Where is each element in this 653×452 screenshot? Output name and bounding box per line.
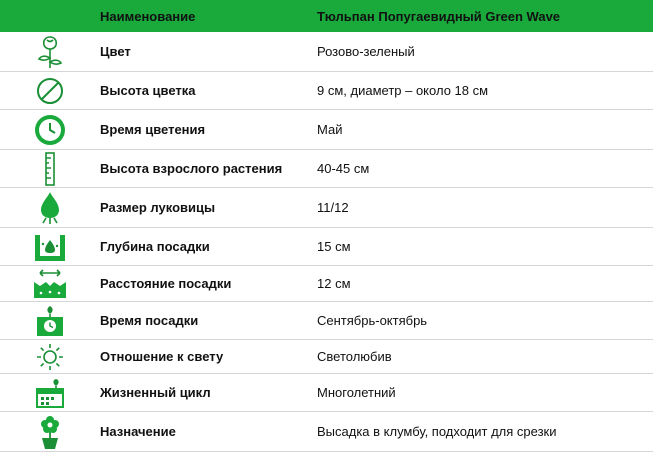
icon-cell xyxy=(0,374,100,411)
row-value: Май xyxy=(317,122,343,137)
diameter-icon xyxy=(34,75,66,107)
row-label: Расстояние посадки xyxy=(100,276,232,291)
sun-icon xyxy=(35,342,65,372)
row-value: 12 см xyxy=(317,276,351,291)
flowerpot-icon xyxy=(35,414,65,450)
table-row xyxy=(0,374,653,412)
icon-cell xyxy=(0,72,100,109)
icon-cell xyxy=(0,188,100,227)
row-value: 40-45 см xyxy=(317,161,370,176)
row-value: 11/12 xyxy=(317,200,349,215)
icon-cell xyxy=(0,412,100,451)
row-value: 9 см, диаметр – около 18 см xyxy=(317,83,489,98)
row-label: Глубина посадки xyxy=(100,239,210,254)
icon-cell xyxy=(0,228,100,265)
table-row xyxy=(0,188,653,228)
planting-depth-icon xyxy=(33,231,67,263)
table-row xyxy=(0,412,653,452)
table-header xyxy=(0,0,653,32)
header-value: Тюльпан Попугаевидный Green Wave xyxy=(317,8,561,24)
planting-time-icon xyxy=(34,304,66,338)
row-value: 15 см xyxy=(317,239,351,254)
row-label: Назначение xyxy=(100,424,176,439)
table-row xyxy=(0,110,653,150)
table-row xyxy=(0,340,653,374)
icon-cell xyxy=(0,340,100,373)
bulb-icon xyxy=(37,191,63,225)
row-value: Светолюбив xyxy=(317,349,392,364)
row-value: Розово-зеленый xyxy=(317,44,415,59)
planting-distance-icon xyxy=(32,268,68,300)
header-icon-column xyxy=(0,0,100,32)
icon-cell xyxy=(0,32,100,71)
row-label: Время посадки xyxy=(100,313,199,328)
row-label: Время цветения xyxy=(100,122,206,137)
row-label: Жизненный цикл xyxy=(100,385,211,400)
table-row xyxy=(0,150,653,188)
icon-cell xyxy=(0,266,100,301)
row-label: Цвет xyxy=(100,44,131,59)
header-name: Наименование xyxy=(100,8,196,24)
row-label: Размер луковицы xyxy=(100,200,216,215)
icon-cell xyxy=(0,302,100,339)
table-row xyxy=(0,32,653,72)
table-row xyxy=(0,302,653,340)
life-cycle-icon xyxy=(34,377,66,409)
table-row xyxy=(0,72,653,110)
ruler-icon xyxy=(43,152,57,186)
row-label: Отношение к свету xyxy=(100,349,224,364)
row-label: Высота взрослого растения xyxy=(100,161,283,176)
row-value: Многолетний xyxy=(317,385,396,400)
row-label: Высота цветка xyxy=(100,83,196,98)
table-row xyxy=(0,266,653,302)
icon-cell xyxy=(0,110,100,149)
row-value: Высадка в клумбу, подходит для срезки xyxy=(317,424,557,439)
row-value: Сентябрь-октябрь xyxy=(317,313,428,328)
clock-icon xyxy=(33,113,67,147)
table-row xyxy=(0,228,653,266)
icon-cell xyxy=(0,150,100,187)
rose-icon xyxy=(33,34,67,70)
